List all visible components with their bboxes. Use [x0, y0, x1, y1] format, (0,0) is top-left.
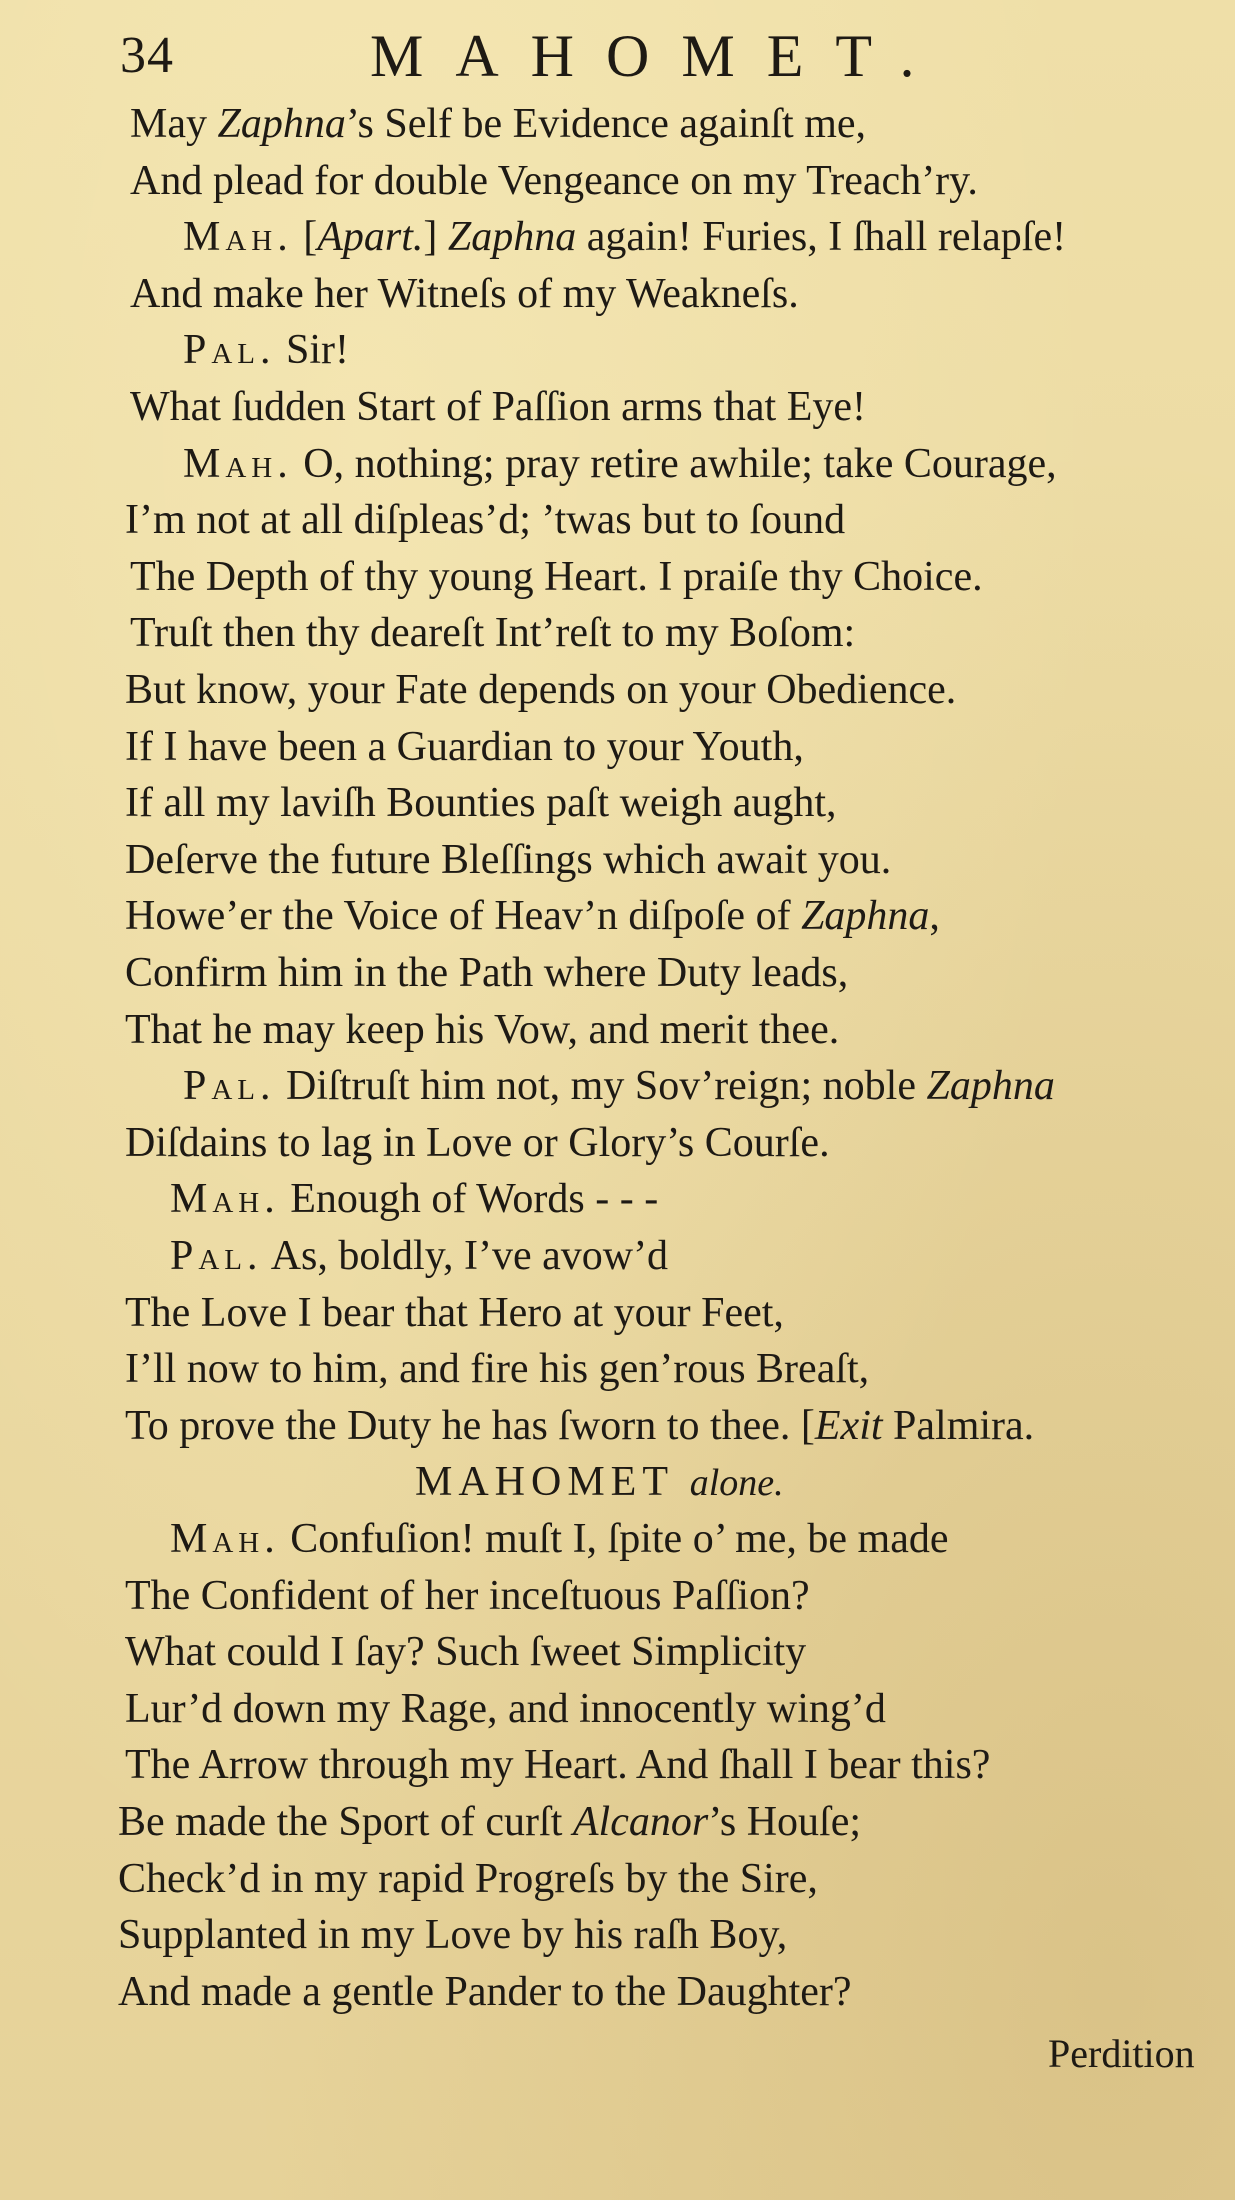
- line-text: ,: [929, 893, 940, 940]
- line-text: What could I ſay? Such ſweet Simplicity: [125, 1629, 807, 1676]
- text-line: [118, 1964, 852, 2020]
- speaker-name: Pal.: [183, 327, 276, 374]
- text-line: [125, 1002, 839, 1058]
- text-line: [118, 1851, 818, 1907]
- line-text: What ſudden Start of Paſſion arms that Eye!: [130, 384, 866, 430]
- line-text: As, boldly, I’ve avow’d: [262, 1233, 669, 1279]
- text-line: [125, 1568, 810, 1624]
- line-text: Be made the Sport of curſt: [118, 1799, 573, 1845]
- text-line: [118, 1794, 861, 1850]
- text-line: [130, 153, 978, 209]
- line-text: If I have been a Guardian to your Youth,: [125, 723, 804, 770]
- text-line: [125, 775, 837, 831]
- line-text: ’s Self be Evidence againſt me,: [345, 101, 867, 147]
- text-line: [118, 1907, 787, 1963]
- line-text: Howe’er the Voice of Heav’n diſpoſe of: [125, 893, 802, 940]
- text-line: [125, 1681, 886, 1737]
- line-text: Lur’d down my Rage, and innocently wing’d: [125, 1685, 886, 1732]
- speaker-name: Mah.: [170, 1516, 280, 1562]
- text-line: [125, 1737, 990, 1793]
- line-text: O, nothing; pray retire awhile; take Courage,: [292, 440, 1057, 487]
- catchword: Perdition: [1048, 2031, 1195, 2076]
- speaker-name: Mah.: [183, 214, 293, 261]
- italic-text: Apart.: [317, 214, 424, 261]
- line-text: Diſdains to lag in Love or Glory’s Courſe.: [125, 1119, 830, 1166]
- italic-text: Zaphna: [217, 101, 346, 147]
- line-text: Enough of Words - - -: [279, 1176, 659, 1223]
- text-line: [170, 1228, 668, 1284]
- italic-text: Zaphna: [801, 893, 930, 940]
- italic-text: alone.: [689, 1462, 784, 1505]
- text-line: [130, 549, 983, 605]
- line-text: To prove the Duty he has ſworn to thee. [: [125, 1402, 815, 1449]
- line-text: May: [130, 101, 218, 147]
- line-text: That he may keep his Vow, and merit thee.: [125, 1006, 840, 1053]
- page-header: [120, 20, 1220, 90]
- line-text: The Love I bear that Hero at your Feet,: [125, 1289, 784, 1336]
- text-line: [125, 888, 940, 944]
- line-text: Check’d in my rapid Progreſs by the Sire,: [118, 1855, 818, 1902]
- line-text: Deſerve the future Bleſſings which await you.: [125, 836, 892, 883]
- line-text: The Depth of thy young Heart. I praiſe thy Choice.: [130, 553, 983, 600]
- text-line: [125, 1398, 1034, 1454]
- line-text: If all my laviſh Bounties paſt weigh aught,: [125, 780, 837, 827]
- line-text: again! Furies, I ſhall relapſe!: [576, 214, 1067, 261]
- text-line: [170, 1171, 658, 1227]
- text-line: [183, 322, 349, 378]
- line-text: Supplanted in my Love by his raſh Boy,: [118, 1912, 788, 1959]
- running-title: MAHOMET.: [370, 23, 947, 89]
- text-line: [125, 719, 804, 775]
- speaker-name: Mah.: [183, 440, 293, 487]
- text-line: [125, 945, 848, 1001]
- text-line: [170, 1511, 948, 1567]
- line-text: The Confident of her inceſtuous Paſſion?: [125, 1572, 810, 1619]
- text-line: [415, 1454, 784, 1510]
- italic-text: Alcanor: [572, 1799, 709, 1845]
- text-line: [183, 209, 1066, 265]
- line-text: But know, your Fate depends on your Obedience.: [125, 667, 957, 713]
- text-line: [125, 832, 891, 888]
- speaker-name: Pal.: [183, 1063, 276, 1110]
- line-text: Confirm him in the Path where Duty leads,: [125, 950, 849, 996]
- line-text: [: [292, 214, 318, 261]
- line-text: And make her Witneſs of my Weakneſs.: [130, 270, 799, 317]
- line-text: ’s Houſe;: [708, 1799, 862, 1845]
- line-text: Truſt then thy deareſt Int’reſt to my Boſom:: [130, 610, 856, 657]
- speaker-name: Mah.: [170, 1176, 280, 1223]
- text-line: [130, 266, 799, 322]
- line-text: Sir!: [275, 327, 350, 374]
- line-text: And made a gentle Pander to the Daughter?: [118, 1968, 852, 2015]
- line-text: I’ll now to him, and fire his gen’rous Breaſt,: [125, 1346, 870, 1393]
- line-text: Palmira.: [882, 1402, 1035, 1449]
- line-text: [673, 1459, 690, 1505]
- italic-text: Zaphna: [926, 1063, 1055, 1110]
- text-line: [125, 492, 845, 548]
- line-text: MAHOMET: [415, 1459, 674, 1506]
- text-line: [130, 96, 866, 152]
- text-line: [183, 436, 1057, 492]
- italic-text: Exit: [814, 1402, 883, 1449]
- text-line: [125, 1624, 806, 1680]
- text-line: [125, 662, 956, 718]
- text-line: [183, 1058, 1055, 1114]
- line-text: And plead for double Vengeance on my Treach’ry.: [130, 157, 978, 204]
- text-line: [125, 1115, 830, 1171]
- line-text: ]: [423, 214, 448, 261]
- speaker-name: Pal.: [170, 1233, 263, 1279]
- text-line: [125, 1285, 784, 1341]
- text-line: [125, 1341, 869, 1397]
- line-text: Diſtruſt him not, my Sov’reign; noble: [275, 1063, 927, 1110]
- line-text: The Arrow through my Heart. And ſhall I bear this?: [125, 1742, 991, 1789]
- line-text: Confuſion! muſt I, ſpite o’ me, be made: [279, 1516, 949, 1562]
- italic-text: Zaphna: [447, 214, 577, 261]
- line-text: I’m not at all diſpleas’d; ’twas but to ſound: [125, 497, 846, 544]
- text-line: [130, 605, 855, 661]
- text-line: [130, 379, 866, 435]
- page-number: 34: [120, 27, 174, 84]
